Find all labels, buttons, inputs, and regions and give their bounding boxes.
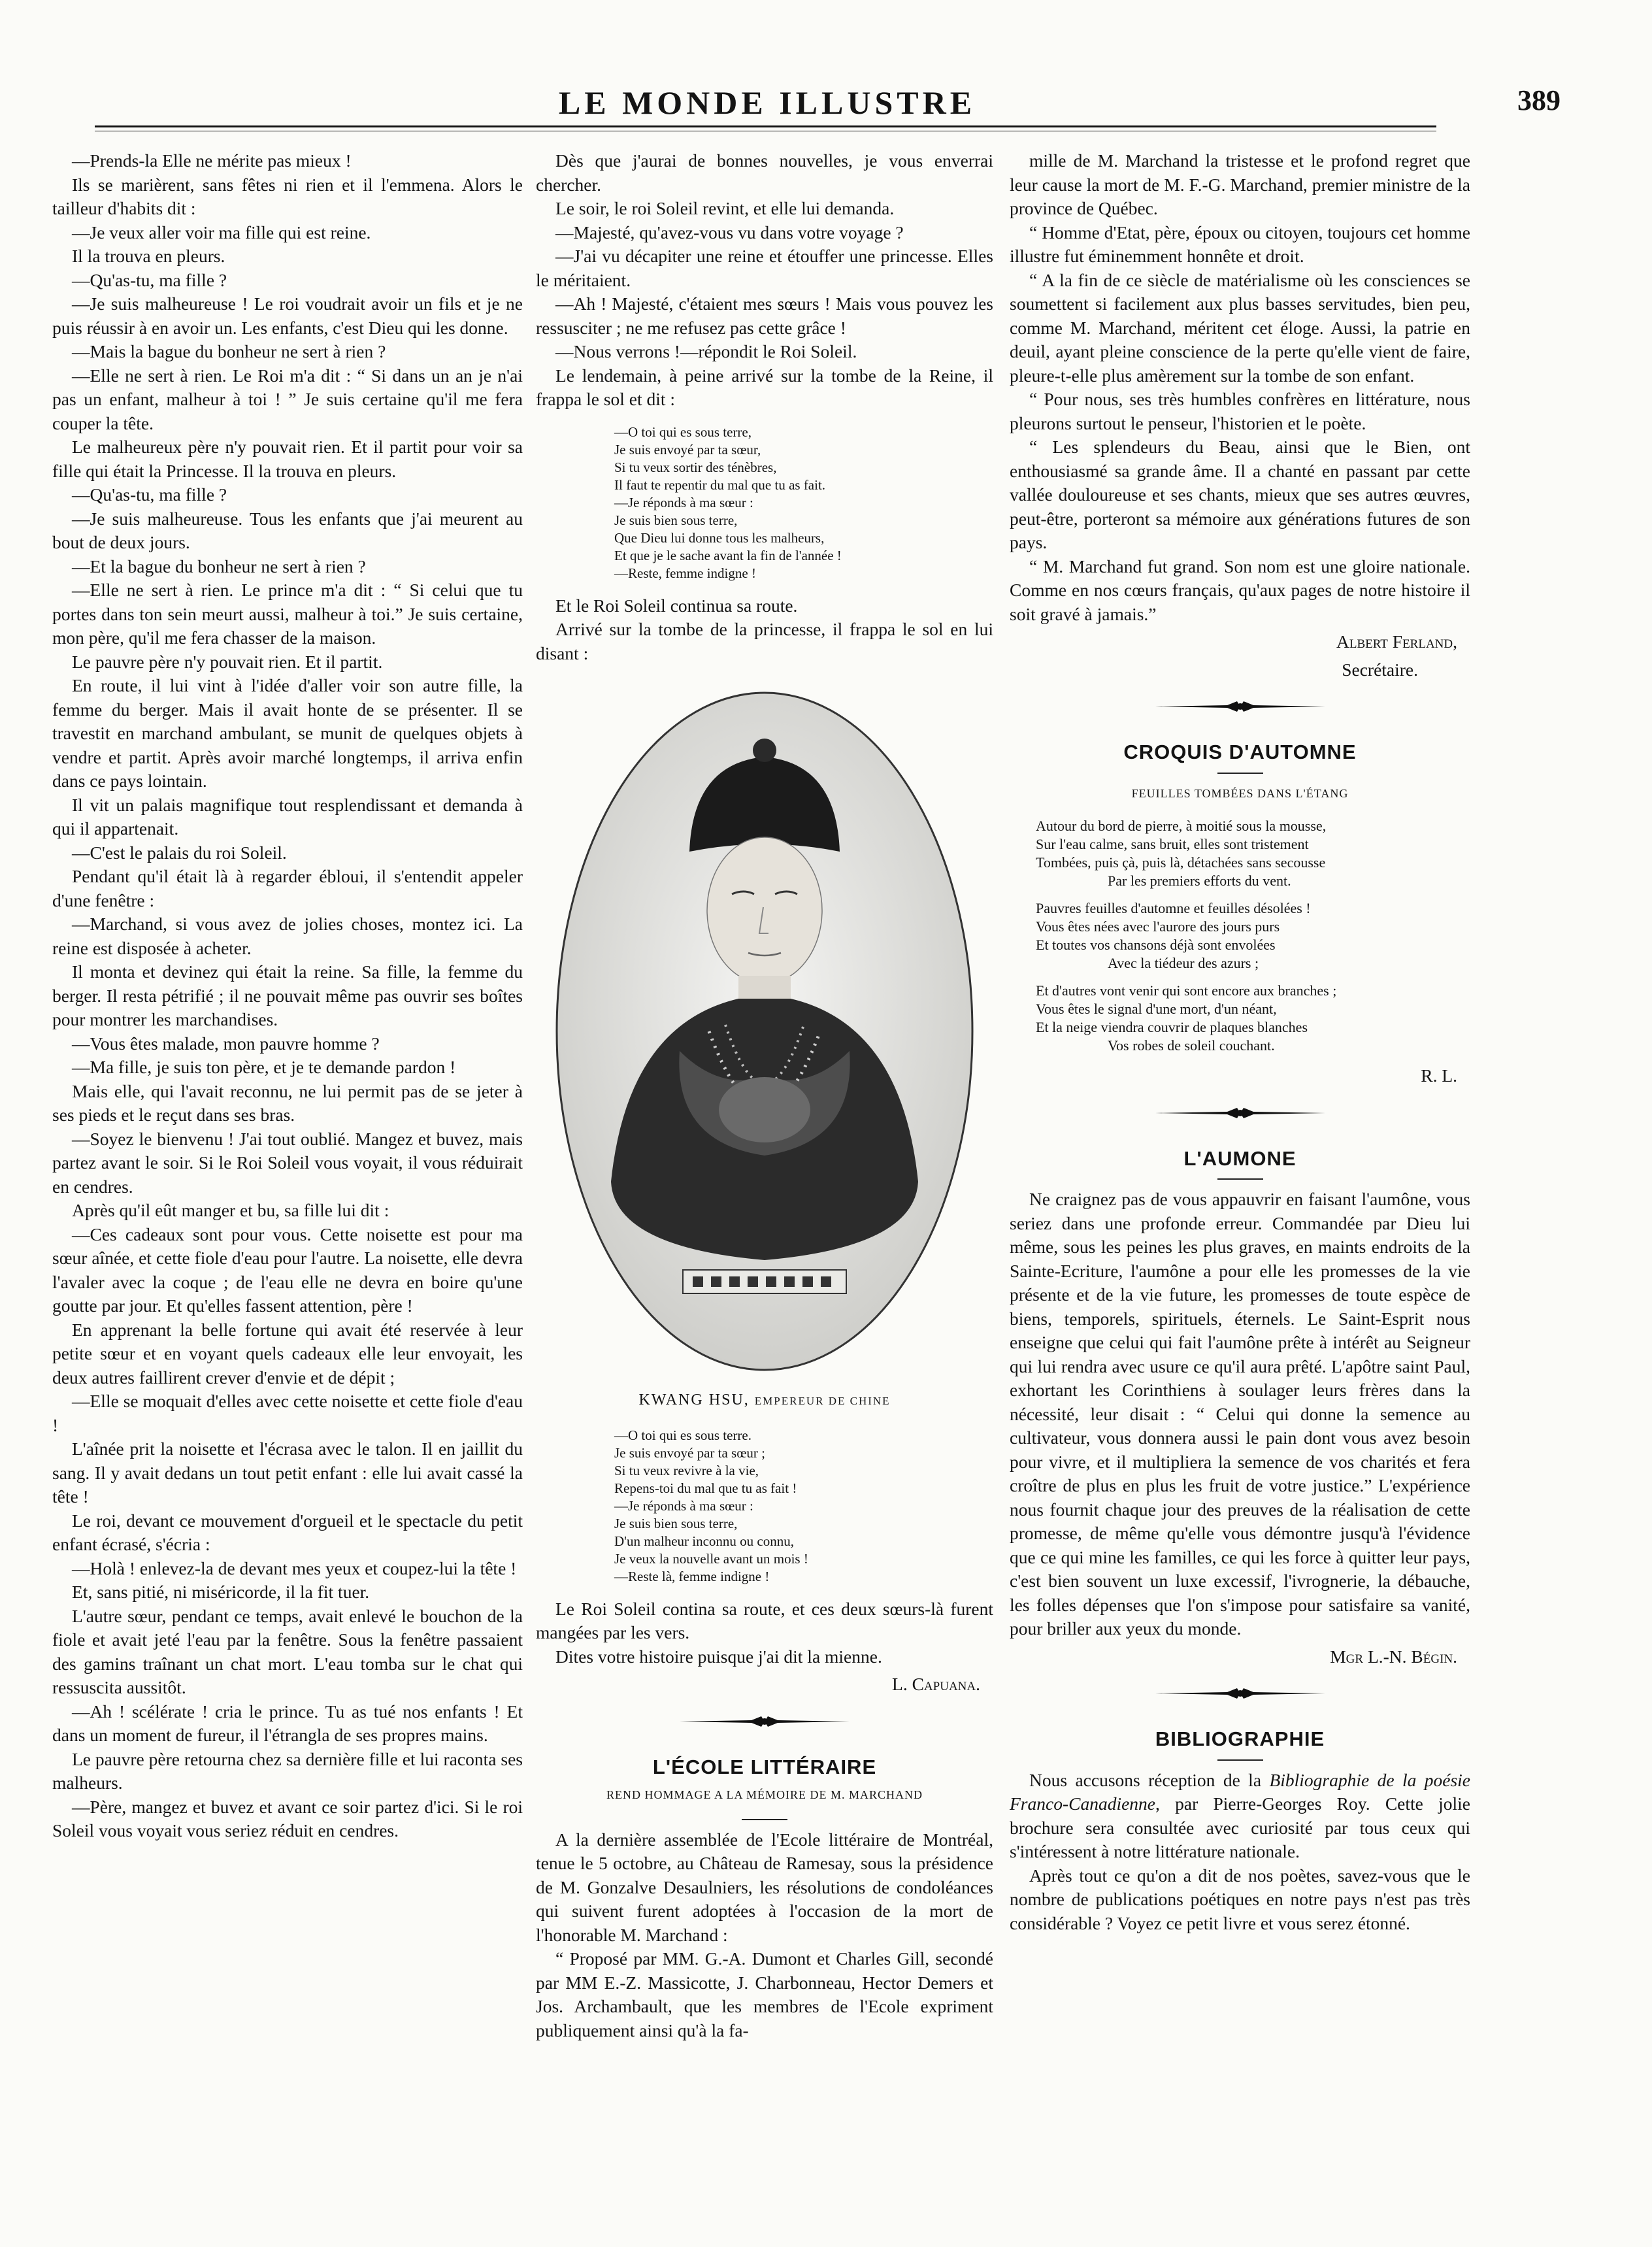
story-paragraph: Et le Roi Soleil continua sa route. — [555, 595, 798, 616]
story-paragraph: —Vous êtes malade, mon pauvre homme ? — [72, 1033, 380, 1054]
story-paragraph: —Majesté, qu'avez-vous vu dans votre voyage ? — [555, 222, 904, 242]
poem-line: Et toutes vos chansons déjà sont envolées — [1036, 937, 1276, 953]
story-paragraph: —C'est le palais du roi Soleil. — [72, 842, 287, 863]
story-paragraph: Arrivé sur la tombe de la princesse, il frappa le sol en lui disant : — [536, 619, 993, 663]
poem-line: Je suis envoyé par ta sœur ; — [614, 1444, 765, 1461]
story-paragraph: —Père, mangez et buvez et avant ce soir partez d'ici. Si le roi Soleil vous voyait vous seriez réduit en cendres. — [52, 1796, 523, 1840]
poem-line: —Reste là, femme indigne ! — [614, 1568, 770, 1584]
emperor-portrait — [549, 685, 980, 1378]
story-paragraph: —Soyez le bienvenu ! J'ai tout oublié. Mangez et buvez, mais partez avant le soir. Si le Roi Soleil vous voyait, il vous réduirait en cendres. — [52, 1128, 523, 1197]
story-paragraph: —Qu'as-tu, ma fille ? — [72, 484, 227, 505]
biblio-text: Nous accusons réception de la — [1029, 1769, 1270, 1790]
poem-line: Je suis bien sous terre, — [614, 1515, 738, 1531]
story-paragraph: Dès que j'aurai de bonnes nouvelles, je vous enverrai chercher. — [536, 150, 993, 195]
story-paragraph: —Elle ne sert à rien. Le Roi m'a dit : “ Si dans un an je n'ai pas un enfant, malheur à toi ! ” Je suis certaine qu'il me fera couper la tête. — [52, 365, 523, 433]
story-paragraph: Le malheureux père n'y pouvait rien. Et il partit pour voir sa fille qui était la Princesse. Il la trouva en pleurs. — [52, 437, 523, 481]
poem-line: Si tu veux sortir des ténèbres, — [614, 459, 777, 475]
signature-begin: Mgr L.-N. Bégin. — [1330, 1646, 1457, 1667]
poem-line: D'un malheur inconnu ou connu, — [614, 1533, 794, 1549]
resolution-paragraph: “ Les splendeurs du Beau, ainsi que le Bien, ont enthousiasmé sa grande âme. Il a chanté en passant par cette vallée douloureuse et ses chants, mieux que ses autres œuvres, peut-être, porteront sa mémoire aux générations futures de son pays. — [1010, 437, 1470, 552]
resolution-paragraph: “ Homme d'Etat, père, époux ou citoyen, toujours cet homme illustre fut éminemment honnête et droit. — [1010, 222, 1470, 266]
story-paragraph: —Elle ne sert à rien. Le prince m'a dit : “ Si celui que tu portes dans ton sein meurt aussi, malheur à toi.” Je suis certaine, mon père, qu'il me fera chasser de la maison. — [52, 580, 523, 648]
signature-role: Secrétaire. — [1342, 659, 1418, 680]
story-paragraph: —J'ai vu décapiter une reine et étouffer une princesse. Elles le méritaient. — [536, 246, 993, 290]
croquis-heading: CROQUIS D'AUTOMNE — [1123, 741, 1357, 763]
aumone-heading: L'AUMONE — [1183, 1146, 1297, 1170]
resolution-paragraph: “ A la fin de ce siècle de matérialisme où les consciences se soumettent si facilement aux plus basses servitudes, bien peu, comme M. Marchand, méritent cet éloge. Aussi, la patrie en deuil, ayant pleine conscience de la perte qu'elle vient de faire, pleure-t-elle plus amèrement sur la tombe de son enfant. — [1010, 269, 1470, 386]
poem-stanza — [1036, 817, 1470, 890]
page-header — [98, 84, 1561, 123]
poem-line: Vos robes de soleil couchant. — [1108, 1037, 1275, 1054]
ornament-divider — [1010, 1682, 1470, 1714]
story-paragraph: —Ma fille, je suis ton père, et je te demande pardon ! — [72, 1057, 456, 1077]
resolution-paragraph: “ Pour nous, ses très humbles confrères en littérature, nous pleurons surtout le penseur, l'historien et le poète. — [1010, 389, 1470, 433]
portrait-caption — [536, 1388, 993, 1414]
story-paragraph: —Ces cadeaux sont pour vous. Cette noisette est pour ma sœur aînée, et cette fiole d'eau pour l'autre. La noisette, elle devra l'avaler avec la coque ; de l'eau elle ne devra en boire qu'une goutte par jour. Et qu'elles fassent attention, père ! — [52, 1223, 523, 1316]
caption-title: EMPEREUR DE CHINE — [754, 1395, 891, 1407]
biblio-book-title: Bibliographie de la poésie Franco-Canadienne — [1010, 1769, 1470, 1814]
story-paragraph: —Je veux aller voir ma fille qui est reine. — [72, 222, 371, 242]
poem-line: Je suis envoyé par ta sœur, — [614, 441, 761, 458]
story-paragraph: —Je suis malheureuse. Tous les enfants que j'ai meurent au bout de deux jours. — [52, 508, 523, 552]
poem-line: Sur l'eau calme, sans bruit, elles sont tristement — [1036, 836, 1309, 852]
poem-tomb-princess — [614, 1427, 993, 1586]
story-paragraph: L'autre sœur, pendant ce temps, avait enlevé le bouchon de la fiole et avait jeté l'eau par la fenêtre. Sous la fenêtre passaient des gamins traînant un chat mort. L'eau tomba sur le chat qui ressuscita aussitôt. — [52, 1605, 523, 1697]
resolution-paragraph: mille de M. Marchand la tristesse et le profond regret que leur cause la mort de M. F.-G. Marchand, premier ministre de la province de Québec. — [1010, 150, 1470, 218]
short-rule — [742, 1819, 787, 1820]
story-paragraph: —Ah ! Majesté, c'étaient mes sœurs ! Mais vous pouvez les ressusciter ; ne me refusez pas cette grâce ! — [536, 293, 993, 338]
story-paragraph: Après qu'il eût manger et bu, sa fille lui dit : — [72, 1200, 389, 1220]
ornament-divider — [536, 1710, 993, 1742]
poem-line: —O toi qui es sous terre. — [614, 1427, 752, 1443]
story-paragraph: Pendant qu'il était là à regarder ébloui, il s'entendit appeler d'une fenêtre : — [52, 866, 523, 910]
story-paragraph: Le pauvre père n'y pouvait rien. Et il partit. — [72, 651, 383, 672]
story-paragraph: Le lendemain, à peine arrivé sur la tombe de la Reine, il frappa le sol et dit : — [536, 365, 993, 409]
story-paragraph: Et, sans pitié, ni miséricorde, il la fit tuer. — [72, 1582, 370, 1602]
poem-line: —Reste, femme indigne ! — [614, 565, 756, 581]
story-paragraph: —Je suis malheureuse ! Le roi voudrait avoir un fils et je ne puis réussir à en avoir un. Les enfants, c'est Dieu qui les donne. — [52, 293, 523, 338]
caption-name: KWANG HSU, — [638, 1391, 750, 1408]
column-left — [52, 149, 523, 1843]
poem-line: Si tu veux revivre à la vie, — [614, 1462, 759, 1478]
story-paragraph: —Marchand, si vous avez de jolies choses, montez ici. La reine est disposée à acheter. — [52, 914, 523, 958]
story-paragraph: —Prends-la Elle ne mérite pas mieux ! — [72, 150, 352, 171]
story-paragraph: Il monta et devinez qui était la reine. Sa fille, la femme du berger. Il resta pétrifié ; il ne pouvait même pas ouvrir ses boîtes pour montrer les marchandises. — [52, 961, 523, 1029]
story-paragraph: Le roi, devant ce mouvement d'orgueil et le spectacle du petit enfant écrasé, s'écria : — [52, 1510, 523, 1554]
poem-line: —Je réponds à ma sœur : — [614, 1497, 753, 1514]
short-rule — [1217, 1178, 1263, 1180]
biblio-paragraph-1 — [1010, 1769, 1470, 1864]
signature-capuana: L. Capuana. — [892, 1674, 980, 1694]
signature-rl: R. L. — [1421, 1065, 1457, 1086]
column-right — [1010, 149, 1470, 1935]
portrait-image — [549, 685, 980, 1378]
poem-line: Et la neige viendra couvrir de plaques blanches — [1036, 1019, 1308, 1035]
story-paragraph: —Qu'as-tu, ma fille ? — [72, 269, 227, 290]
poem-line: Repens-toi du mal que tu as fait ! — [614, 1480, 797, 1496]
ornament-divider — [1010, 695, 1470, 727]
story-paragraph: Dites votre histoire puisque j'ai dit la mienne. — [555, 1646, 882, 1667]
poem-line: Et que je le sache avant la fin de l'année ! — [614, 547, 842, 563]
croquis-subhead: FEUILLES TOMBÉES DANS L'ÉTANG — [1131, 786, 1349, 800]
poem-line: Je veux la nouvelle avant un mois ! — [614, 1550, 808, 1567]
ornament-divider — [1010, 1101, 1470, 1134]
column-middle — [536, 149, 993, 2042]
poem-line: —Je réponds à ma sœur : — [614, 494, 753, 510]
story-paragraph: En route, il lui vint à l'idée d'aller voir son autre fille, la femme du berger. Mais il avait honte de se présenter. Il se travestit en marchand ambulant, se munit de quelques objets à vendre et partit. Après avoir marché longtemps, il arriva enfin dans ce pays lointain. — [52, 675, 523, 791]
biblio-paragraph-2: Après tout ce qu'on a dit de nos poètes, savez-vous que le nombre de publications poétiques en notre pays n'est pas très considérable ? Voyez ce petit livre et vous serez étonné. — [1010, 1865, 1470, 1933]
masthead-title: LE MONDE ILLUSTRE — [558, 84, 976, 121]
page-number: 389 — [1517, 84, 1561, 116]
story-paragraph: —Nous verrons !—répondit le Roi Soleil. — [555, 341, 857, 361]
poem-stanza — [1036, 982, 1470, 1055]
signature-ferland: Albert Ferland, — [1336, 631, 1457, 652]
poem-line: Avec la tiédeur des azurs ; — [1108, 955, 1259, 971]
story-paragraph: L'aînée prit la noisette et l'écrasa avec le talon. Il en jaillit du sang. Il y avait dedans un tout petit enfant : elle lui avait cassé la tête ! — [52, 1439, 523, 1506]
story-paragraph: Mais elle, qui l'avait reconnu, ne lui permit pas de se jeter à ses pieds et le reçut dans ses bras. — [52, 1080, 523, 1125]
story-paragraph: Le soir, le roi Soleil revint, et elle lui demanda. — [555, 198, 895, 218]
story-paragraph: Le Roi Soleil contina sa route, et ces deux sœurs-là furent mangées par les vers. — [536, 1598, 993, 1642]
short-rule — [1217, 1759, 1263, 1761]
short-rule — [1217, 773, 1263, 774]
resolution-paragraph: “ M. Marchand fut grand. Son nom est une gloire nationale. Comme en nos cœurs français, qu'aux pages de notre histoire il soit gravé à jamais.” — [1010, 556, 1470, 624]
poem-line: Tombées, puis çà, puis là, détachées sans secousse — [1036, 854, 1326, 871]
aumone-paragraph: Ne craignez pas de vous appauvrir en faisant l'aumône, vous seriez dans une profonde erreur. Commandée par Dieu lui même, sous les peines les plus graves, en maints endroits de la Sainte-Ecriture, l'aumône a pour elle les promesses de la vie présente et de la vie future, les promesses de toute espèce de biens, temporels, spirituels, éternels. Le Saint-Esprit nous enseigne que celui qui fait l'aumône prête à intérêt au Seigneur qui lui rendra avec usure ce qu'il aura prêté. L'apôtre saint Paul, exhortant les Corinthiens à soulager leurs frères dans la nécessité, leur disait : “ Celui qui donne la semence au cultivateur, vous donnera aussi le pain dont vous avez besoin pour vivre, et il multipliera la semence de vos charités et fera croître de plus en plus les fruit de votre justice.” L'expérience nous fournit chaque jour des preuves de la réalisation de cette promesse, de même qu'elle vous démontre jusqu'à l'évidence que ce qui mine les familles, ce qui les force à quitter leur pays, c'est bien souvent un luxe excessif, l'ivrognerie, la débauche, les folles dépenses que l'on s'impose pour satisfaire sa vanité, pour briller aux yeux du monde. — [1010, 1189, 1470, 1639]
story-paragraph: —Elle se moquait d'elles avec cette noisette et cette fiole d'eau ! — [52, 1391, 523, 1435]
story-paragraph: Il la trouva en pleurs. — [72, 246, 225, 266]
header-rule — [95, 125, 1436, 127]
story-paragraph: En apprenant la belle fortune qui avait été reservée à leur petite sœur et en voyant quels cadeaux elle leur envoyait, les deux autres faillirent crever d'envie et de dépit ; — [52, 1319, 523, 1388]
story-paragraph: Il vit un palais magnifique tout resplendissant et demanda à qui il appartenait. — [52, 794, 523, 839]
ecole-heading: L'ÉCOLE LITTÉRAIRE — [652, 1755, 877, 1778]
ecole-subhead: REND HOMMAGE A LA MÉMOIRE DE M. MARCHAND — [606, 1788, 923, 1801]
poem-stanza — [1036, 899, 1470, 973]
ecole-paragraph: A la dernière assemblée de l'Ecole littéraire de Montréal, tenue le 5 octobre, au Château de Ramesay, sous la présidence de M. Gonzalve Desaulniers, les résolutions de condoléances qui suivent furent adoptées à l'occasion de la mort de l'honorable M. Marchand : — [536, 1829, 993, 1945]
poem-line: Vous êtes nées avec l'aurore des jours purs — [1036, 918, 1280, 935]
story-paragraph: —Mais la bague du bonheur ne sert à rien ? — [72, 341, 386, 361]
story-paragraph: Ils se marièrent, sans fêtes ni rien et il l'emmena. Alors le tailleur d'habits dit : — [52, 174, 523, 218]
poem-line: Pauvres feuilles d'automne et feuilles désolées ! — [1036, 900, 1311, 916]
poem-line: Il faut te repentir du mal que tu as fait. — [614, 476, 826, 493]
poem-line: Par les premiers efforts du vent. — [1108, 873, 1291, 889]
story-paragraph: —Holà ! enlevez-la de devant mes yeux et coupez-lui la tête ! — [72, 1557, 517, 1578]
poem-tomb-queen — [614, 424, 993, 582]
story-paragraph: Le pauvre père retourna chez sa dernière fille et lui raconta ses malheurs. — [52, 1748, 523, 1793]
story-paragraph: —Et la bague du bonheur ne sert à rien ? — [72, 556, 366, 576]
poem-line: Je suis bien sous terre, — [614, 512, 738, 528]
poem-line: —O toi qui es sous terre, — [614, 424, 752, 440]
poem-line: Autour du bord de pierre, à moitié sous la mousse, — [1036, 818, 1327, 834]
story-paragraph: —Ah ! scélérate ! cria le prince. Tu as tué nos enfants ! Et dans un moment de fureur, il l'étrangla de ses propres mains. — [52, 1701, 523, 1745]
biblio-heading: BIBLIOGRAPHIE — [1155, 1727, 1325, 1750]
ecole-paragraph: “ Proposé par MM. G.-A. Dumont et Charles Gill, secondé par MM E.-Z. Massicotte, J. Charbonneau, Hector Demers et Jos. Archambault, que les membres de l'Ecole expriment publiquement ainsi qu'à la fa- — [536, 1948, 993, 2040]
poem-line: Vous êtes le signal d'une mort, d'un néant, — [1036, 1001, 1277, 1017]
poem-line: Que Dieu lui donne tous les malheurs, — [614, 529, 825, 546]
biblio-text: , par Pierre-Georges Roy. Cette jolie brochure sera consultée avec curiosité par tous ceux qui s'intéressent à notre littérature nationale. — [1010, 1793, 1470, 1861]
poem-line: Et d'autres vont venir qui sont encore aux branches ; — [1036, 982, 1337, 999]
